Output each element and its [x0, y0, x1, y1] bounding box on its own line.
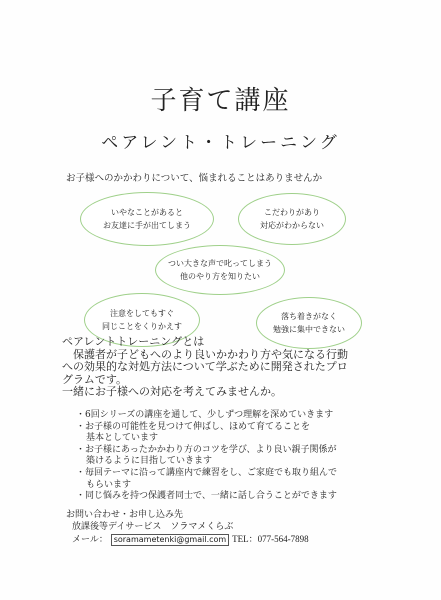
list-item: [76, 468, 396, 491]
list-item-text: もらいます: [86, 479, 132, 490]
list-item: [76, 422, 396, 445]
question-text: お子様へのかかわりについて、悩まれることはありませんか: [66, 173, 323, 184]
list-item-text: ・毎回テーマに沿って講座内で練習をし、ご家庭でも取り組んで: [76, 467, 338, 478]
bubble-line: こだわりがあり: [264, 208, 320, 217]
email-link[interactable]: soramametenki@gmail.com: [111, 534, 230, 546]
contact-heading: お問い合わせ・お申し込み先: [66, 510, 184, 520]
list-item: [76, 410, 396, 422]
bubble-line: お友達に手が出てしまう: [103, 221, 191, 230]
list-item-text: ・お子様にあったかかわり方のコツを学び、より良い親子関係が: [76, 444, 337, 455]
mail-label: メール：: [72, 535, 108, 545]
list-item-text: ・お子様の可能性を見つけて伸ばし、ほめて育てることを: [76, 421, 311, 432]
feature-list: [76, 410, 396, 503]
contact-organization: 放課後等デイサービス ソラマメくらぶ: [72, 522, 234, 532]
intro-line: 一緒にお子様への対応を考えてみませんか。: [62, 385, 282, 398]
bubble-line: 同じことをくりかえす: [102, 322, 182, 331]
concern-bubble-hitting: [80, 192, 214, 246]
contact-line: [66, 533, 309, 546]
list-item-text: 築けるように目指していきます: [86, 456, 213, 467]
intro-line: 保護者が子どもへのより良いかかわり方や気になる行動: [62, 347, 348, 361]
page-subtitle: ペアレント・トレーニング: [101, 133, 340, 153]
bubble-line: 対応がわからない: [260, 221, 324, 230]
page-title: 子育て講座: [150, 86, 291, 116]
bubble-line: つい大きな声で叱ってしまう: [168, 259, 272, 268]
list-item: [76, 491, 396, 503]
bubble-line: 注意をしてもすぐ: [110, 309, 174, 318]
intro-line: への効果的な対処方法について学ぶために開発されたプロ: [62, 360, 348, 373]
bubble-line: いやなことがあると: [111, 208, 183, 217]
phone-number: TEL：077-564-7898: [232, 534, 309, 544]
bubble-line: 他のやり方を知りたい: [180, 272, 260, 281]
list-item-text: 基本としています: [86, 433, 159, 444]
concern-bubble-scolding: [155, 245, 285, 295]
intro-paragraph: [62, 336, 392, 399]
list-item-text: ・同じ悩みを持つ保護者同士で、一緒に話し合うことができます: [76, 491, 337, 502]
contact-block: [66, 509, 309, 546]
list-item-text: ・6回シリーズの講座を通して、少しずつ理解を深めていきます: [76, 410, 334, 420]
list-item: [76, 445, 396, 468]
concern-bubble-fixation: [238, 193, 346, 245]
intro-line: グラムです。: [62, 372, 128, 386]
bubble-line: 落ち着きがなく: [281, 312, 337, 321]
intro-heading: ペアレントトレーニングとは: [62, 335, 205, 348]
bubble-line: 勉強に集中できない: [273, 325, 345, 334]
